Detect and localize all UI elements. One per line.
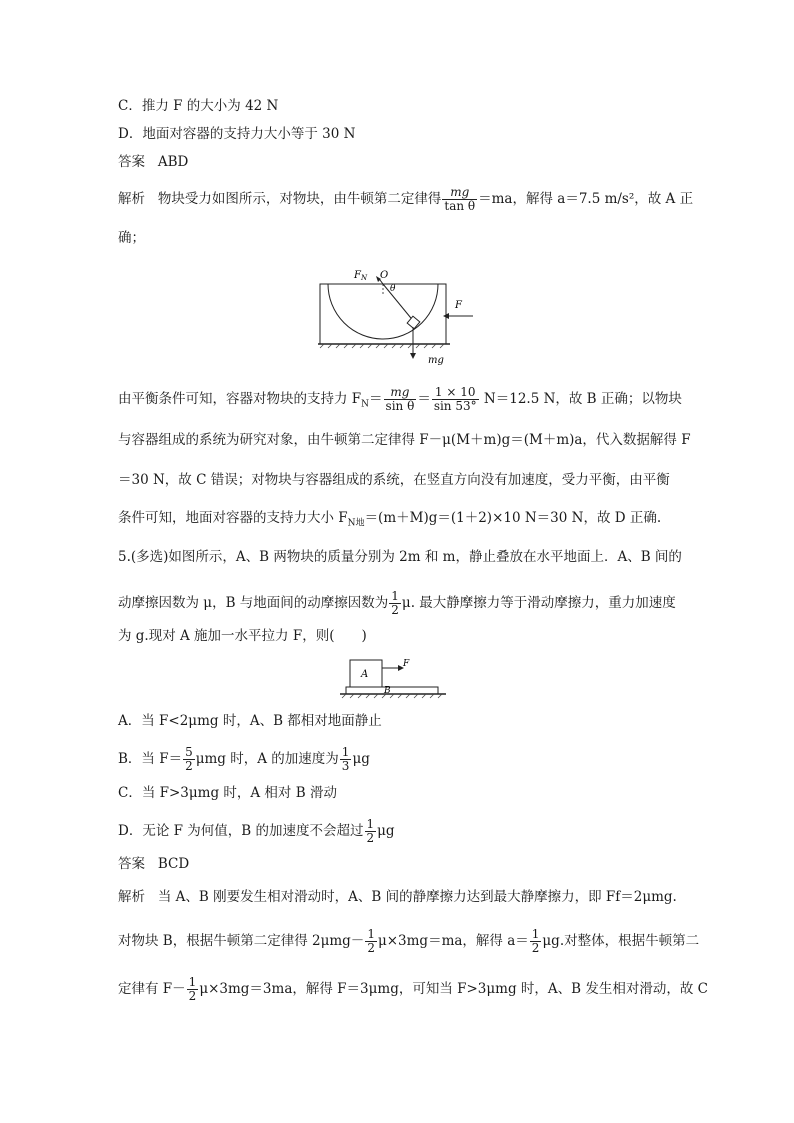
fraction — [530, 928, 542, 955]
subscript: N — [361, 399, 370, 410]
fraction-numerator: 1 — [367, 927, 375, 941]
stacked-blocks-diagram — [340, 655, 452, 705]
question-5-stem-2 — [118, 590, 684, 617]
option-text: D．无论 F 为何值，B 的加速度不会超过 — [118, 823, 364, 839]
fraction-numerator: 5 — [185, 745, 193, 759]
block-b — [346, 687, 438, 694]
analysis-line-2: 确； — [118, 230, 145, 246]
fraction — [442, 186, 477, 213]
option-text: B．当 F＝ — [118, 751, 183, 767]
analysis-text: 当 A、B 刚要发生相对滑动时，A、B 间的静摩擦力达到最大静摩擦力，即 Ff＝2μmg. — [157, 889, 677, 905]
label-o: O — [380, 270, 389, 281]
analysis-text: N＝12.5 N，故 B 正确；以物块 — [479, 391, 682, 407]
option-d-q5 — [118, 818, 684, 845]
analysis-text: 条件可知，地面对容器的支持力大小 F — [118, 510, 348, 526]
gravity-arrowhead — [410, 353, 416, 359]
fraction-denominator: 2 — [367, 941, 375, 955]
fraction-numerator: mg — [384, 386, 417, 400]
option-a: A．当 F<2μmg 时，A、B 都相对地面静止 — [118, 713, 382, 729]
fraction-denominator: 2 — [185, 759, 193, 773]
fraction-numerator: 1 — [531, 927, 540, 941]
fraction — [432, 386, 479, 413]
option-d: D．地面对容器的支持力大小等于 30 N — [118, 126, 356, 142]
analysis-text: ＝(m＋M)g＝(1＋2)×10 N＝30 N，故 D 正确. — [364, 510, 662, 526]
fraction-denominator: sin θ — [385, 399, 415, 413]
label-b: B — [384, 686, 391, 696]
fraction — [384, 386, 417, 413]
analysis-text: ＝ma，解得 a＝7.5 m/s²，故 A 正 — [478, 191, 694, 207]
fraction-denominator: 2 — [531, 941, 540, 955]
fraction-numerator: 1 × 10 — [432, 386, 479, 400]
answer-line — [118, 152, 684, 172]
fraction-numerator: 1 — [391, 589, 399, 603]
label-fn: $F_N$ — [354, 270, 368, 282]
analysis-text: μ×3mg＝ma，解得 a＝ — [377, 933, 529, 949]
fraction — [389, 590, 401, 617]
label-theta: θ — [390, 284, 396, 294]
analysis-text: μg.对整体，根据牛顿第二 — [542, 933, 700, 949]
analysis-label: 解析 — [118, 889, 145, 905]
fraction-numerator: 1 — [366, 817, 375, 831]
fraction-denominator: 2 — [391, 603, 399, 617]
container-force-diagram — [318, 264, 478, 368]
fraction-denominator: 2 — [366, 831, 375, 845]
option-text: μg — [377, 823, 395, 839]
answer-value: BCD — [157, 856, 190, 872]
fraction-numerator: mg — [442, 186, 477, 200]
q5-analysis-line-3 — [118, 975, 708, 1003]
analysis-line-6 — [118, 508, 684, 534]
stem-text: 动摩擦因数为 μ，B 与地面间的动摩擦因数为 — [118, 595, 389, 611]
fraction-numerator: 1 — [341, 745, 350, 759]
label-a: A — [361, 669, 369, 680]
fraction — [340, 746, 352, 773]
analysis-line-4: 与容器组成的系统为研究对象，由牛顿第二定律得 F－μ(M＋m)g＝(M＋m)a，代入数据解得 F — [118, 432, 691, 448]
subscript: N地 — [347, 518, 365, 529]
analysis-text: 定律有 F－ — [118, 981, 186, 997]
fraction — [365, 928, 377, 955]
analysis-line-5: ＝30 N，故 C 错误；对物块与容器组成的系统，在竖直方向没有加速度，受力平衡，由平衡 — [118, 472, 670, 488]
fraction-numerator: 1 — [188, 975, 197, 989]
option-c-q5: C．当 F>3μmg 时，A 相对 B 滑动 — [118, 785, 337, 801]
analysis-line-1 — [118, 185, 694, 213]
analysis-text: 由平衡条件可知，容器对物块的支持力 F — [118, 391, 362, 407]
fraction-denominator: 3 — [341, 759, 350, 773]
option-text: μmg 时，A 的加速度为 — [195, 751, 339, 767]
fraction — [365, 818, 377, 845]
answer-label: 答案 — [118, 154, 145, 170]
question-5-stem-1: 5.(多选)如图所示，A、B 两物块的质量分别为 2m 和 m，静止叠放在水平地面上．A、B 间的 — [118, 549, 682, 565]
analysis-text: 物块受力如图所示，对物块，由牛顿第二定律得 — [157, 191, 442, 207]
analysis-line-3: 由平衡条件可知，容器对物块的支持力 $F_N=$ $\frac{mg}{\text{sin θ}}$ ＝ $\frac{1 \times 10}{\sin 53^\circ}$ N＝12.5 N，故 B 正确；以物块 — [118, 385, 682, 413]
answer-label: 答案 — [118, 856, 145, 872]
fraction — [183, 746, 195, 773]
answer-line-q5 — [118, 854, 684, 874]
q5-analysis-line-2 — [118, 927, 700, 955]
normal-force-line — [383, 284, 415, 323]
option-text: μg — [352, 751, 370, 767]
analysis-text: μ×3mg＝3ma，解得 F＝3μmg，可知当 F>3μmg 时，A、B 发生相对滑动，故 C — [199, 981, 708, 997]
option-c: C．推力 F 的大小为 42 N — [118, 98, 279, 114]
label-f: F — [403, 659, 410, 669]
fraction-denominator: tan θ — [444, 199, 476, 213]
analysis-text: 对物块 B，根据牛顿第二定律得 2μmg－ — [118, 933, 365, 949]
fraction-denominator: sin 53° — [433, 399, 477, 413]
option-b — [118, 746, 684, 773]
label-f: F — [455, 300, 462, 311]
q5-analysis-line-1 — [118, 887, 684, 907]
stem-text: μ. 最大静摩擦力等于滑动摩擦力，重力加速度 — [401, 595, 676, 611]
answer-value: ABD — [157, 154, 189, 170]
question-5-stem-3: 为 g.现对 A 施加一水平拉力 F，则( ) — [118, 628, 367, 644]
fraction — [187, 976, 199, 1003]
fraction-denominator: 2 — [188, 989, 197, 1003]
label-mg: mg — [428, 355, 444, 366]
analysis-label: 解析 — [118, 191, 145, 207]
